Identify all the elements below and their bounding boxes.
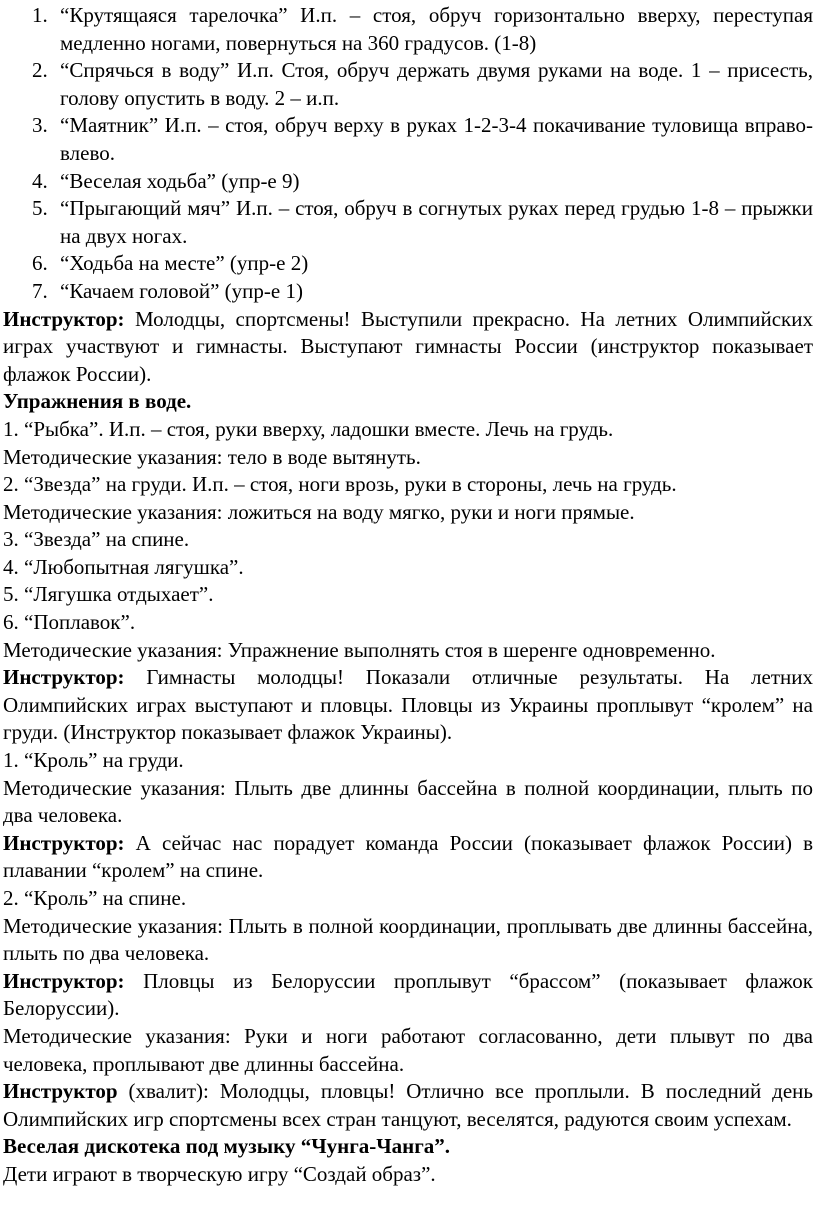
method-note: Методические указания: Плыть в полной координации, проплывать две длинны бассейна, плыть по два человека.	[3, 913, 813, 966]
list-text: “Ходьба на месте” (упр-е 2)	[60, 251, 309, 276]
list-item	[3, 57, 813, 112]
instructor-label: Инструктор:	[3, 306, 125, 331]
list-text: “Прыгающий мяч” И.п. – стоя, обруч в согнутых руках перед грудью 1-8 – прыжки на двух ногах.	[60, 196, 813, 248]
method-note: Методические указания: ложиться на воду мягко, руки и ноги прямые.	[3, 499, 635, 524]
list-text: “Маятник” И.п. – стоя, обруч верху в руках 1-2-3-4 покачивание туловища вправо-влево.	[60, 113, 813, 165]
list-number: 1.	[32, 3, 48, 27]
instructor-paragraph	[3, 830, 813, 885]
instructor-paragraph	[3, 968, 813, 1023]
instructor-label: Инструктор:	[3, 968, 125, 993]
list-text: “Веселая ходьба” (упр-е 9)	[60, 168, 300, 193]
list-text: “Крутящаяся тарелочка” И.п. – стоя, обруч горизонтально вверху, переступая медленно ногами, повернуться на 360 градусов. (1-8)	[60, 3, 813, 55]
paragraph-text: Пловцы из Белоруссии проплывут “брассом” (показывает флажок Белоруссии).	[3, 968, 813, 1021]
exercise-line: 1. “Кроль” на груди.	[3, 748, 184, 773]
exercise-line: 2. “Звезда” на груди. И.п. – стоя, ноги врозь, руки в стороны, лечь на грудь.	[3, 472, 677, 497]
list-item	[3, 278, 813, 306]
section-heading: Упражнения в воде.	[3, 389, 192, 414]
instructor-paragraph	[3, 664, 813, 747]
list-item	[3, 2, 813, 57]
method-note: Методические указания: Упражнение выполнять стоя в шеренге одновременно.	[3, 637, 716, 662]
paragraph-text: (хвалит): Молодцы, пловцы! Отлично все проплыли. В последний день Олимпийских игр спортсмены всех стран танцуют, веселятся, радуются своим успехам.	[3, 1079, 813, 1131]
closing-line: Дети играют в творческую игру “Создай образ”.	[3, 1161, 436, 1186]
list-number: 7.	[32, 278, 48, 303]
list-text: “Спрячься в воду” И.п. Стоя, обруч держать двумя руками на воде. 1 – присесть, голову опустить в воду. 2 – и.п.	[60, 58, 813, 110]
section-heading: Веселая дискотека под музыку “Чунга-Чанга”.	[3, 1134, 451, 1159]
exercise-line: 4. “Любопытная лягушка”.	[3, 554, 244, 579]
list-number: 6.	[32, 251, 48, 276]
method-note: Методические указания: Руки и ноги работают согласованно, дети плывут по два человека, проплывают две длинны бассейна.	[3, 1023, 813, 1076]
paragraph-text: Молодцы, спортсмены! Выступили прекрасно. На летних Олимпийских играх участвуют и гимнасты. Выступают гимнасты России (инструктор показывает флажок России).	[3, 306, 813, 386]
list-number: 4.	[32, 168, 48, 193]
exercise-line: 3. “Звезда” на спине.	[3, 527, 190, 552]
instructor-label: Инструктор:	[3, 665, 125, 690]
instructor-paragraph	[3, 1078, 813, 1133]
paragraph-text: А сейчас нас порадует команда России (показывает флажок России) в плавании “кролем” на спине.	[3, 830, 813, 883]
exercise-list	[3, 2, 813, 306]
exercise-line: 6. “Поплавок”.	[3, 610, 136, 635]
paragraph-text: Гимнасты молодцы! Показали отличные результаты. На летних Олимпийских играх выступают и пловцы. Пловцы из Украины проплывут “кролем” на груди. (Инструктор показывает флажок Украины).	[3, 665, 813, 745]
method-note: Методические указания: Плыть две длинны бассейна в полной координации, плыть по два человека.	[3, 775, 813, 828]
list-text: “Качаем головой” (упр-е 1)	[60, 278, 303, 303]
list-item	[3, 250, 813, 278]
list-number: 3.	[32, 113, 48, 138]
exercise-line: 5. “Лягушка отдыхает”.	[3, 582, 214, 607]
instructor-label: Инструктор:	[3, 830, 125, 855]
exercise-line: 2. “Кроль” на спине.	[3, 886, 187, 910]
instructor-label: Инструктор	[3, 1079, 118, 1104]
instructor-paragraph	[3, 306, 813, 389]
list-item	[3, 112, 813, 167]
list-item	[3, 195, 813, 250]
method-note: Методические указания: тело в воде вытянуть.	[3, 444, 421, 469]
list-number: 5.	[32, 196, 48, 221]
list-number: 2.	[32, 58, 48, 83]
exercise-line: 1. “Рыбка”. И.п. – стоя, руки вверху, ладошки вместе. Лечь на грудь.	[3, 416, 614, 441]
list-item	[3, 168, 813, 196]
